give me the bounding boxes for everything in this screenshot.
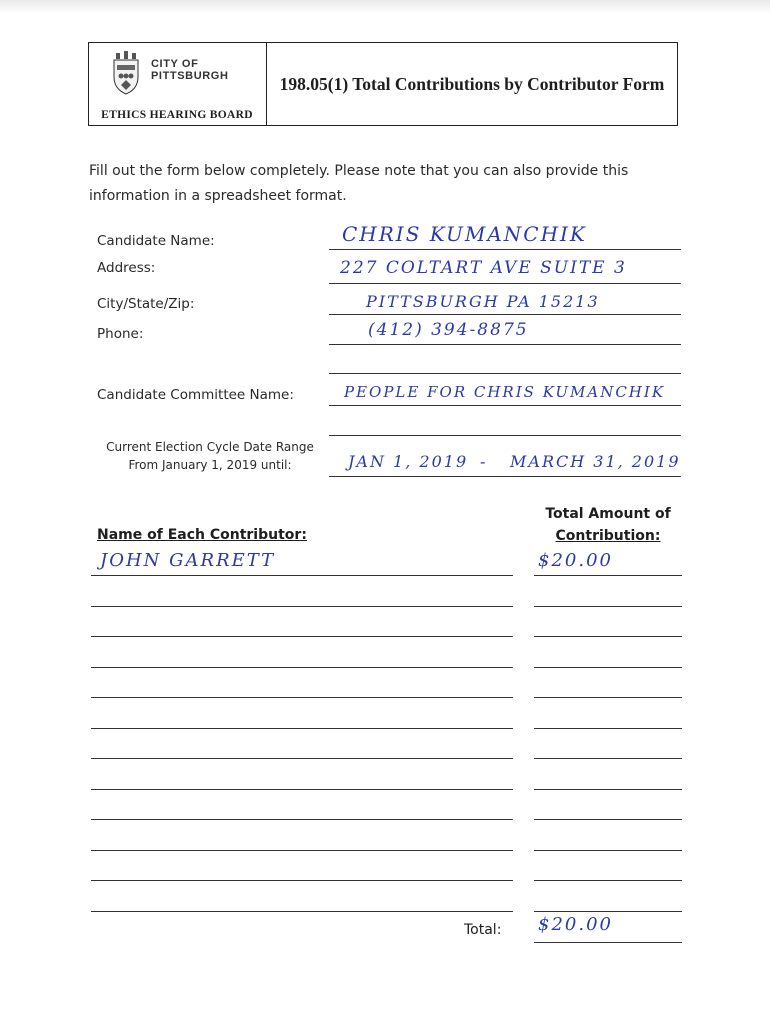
phone-label: Phone: — [97, 326, 144, 342]
contributor-name-line — [91, 850, 513, 851]
committee-name-label: Candidate Committee Name: — [97, 387, 294, 403]
contributor-name-line — [91, 697, 513, 698]
contributor-amount-line — [534, 880, 682, 881]
city-name — [151, 58, 229, 82]
city-state-zip-label: City/State/Zip: — [97, 296, 195, 312]
contributor-amount-line — [534, 819, 682, 820]
form-header — [88, 42, 678, 126]
cycle-label-line1: Current Election Cycle Date Range — [106, 440, 314, 454]
contributor-amount-line — [534, 728, 682, 729]
city-state-zip-field[interactable]: PITTSBURGH PA 15213 — [366, 292, 600, 311]
cycle-label-line2: From January 1, 2019 until: — [128, 458, 292, 472]
contributor-name-line — [91, 636, 513, 637]
cycle-start-field[interactable]: JAN 1, 2019 — [348, 452, 469, 471]
contributor-name-line — [91, 728, 513, 729]
contributor-name-line — [91, 758, 513, 759]
contributor-amount-line — [534, 789, 682, 790]
candidate-name-field[interactable]: CHRIS KUMANCHIK — [342, 222, 587, 246]
committee-spacer-line — [329, 373, 681, 374]
candidate-name-line — [329, 249, 681, 250]
contributor-name-line — [91, 880, 513, 881]
committee-name-line — [329, 405, 681, 406]
cycle-spacer-line — [329, 435, 681, 436]
city-name-line1: CITY OF — [151, 58, 199, 70]
committee-name-field[interactable]: PEOPLE FOR CHRIS KUMANCHIK — [344, 383, 666, 401]
contributor-name-line — [91, 606, 513, 607]
contributor-amount-line — [534, 575, 682, 576]
contributor-amount-field[interactable]: $20.00 — [538, 550, 613, 571]
scan-edge-shading — [0, 0, 770, 14]
form-title: 198.05(1) Total Contributions by Contributor Form — [279, 73, 665, 94]
cycle-dash: - — [480, 452, 488, 471]
city-state-zip-line — [329, 314, 681, 315]
contributor-name-line — [91, 819, 513, 820]
name-column-header: Name of Each Contributor: — [97, 527, 307, 543]
contributor-name-field[interactable]: JOHN GARRETT — [100, 550, 276, 571]
contributor-name-line — [91, 575, 513, 576]
city-seal-icon — [113, 51, 139, 95]
contributor-amount-line — [534, 667, 682, 668]
contributor-amount-line — [534, 697, 682, 698]
contributor-amount-line — [534, 850, 682, 851]
phone-line — [329, 344, 681, 345]
contributor-name-line — [91, 911, 513, 912]
phone-field[interactable]: (412) 394-8875 — [368, 320, 529, 340]
total-line — [534, 942, 682, 943]
amount-header-line1: Total Amount of — [545, 506, 671, 522]
amount-column-header — [536, 503, 680, 547]
city-logo-block — [89, 43, 267, 125]
total-value[interactable]: $20.00 — [538, 914, 613, 935]
address-field[interactable]: 227 COLTART AVE SUITE 3 — [340, 258, 627, 278]
contributor-amount-line — [534, 758, 682, 759]
cycle-end-field[interactable]: MARCH 31, 2019 — [510, 452, 681, 471]
board-name: ETHICS HEARING BOARD — [101, 109, 253, 121]
contributor-name-line — [91, 667, 513, 668]
contributor-amount-line — [534, 606, 682, 607]
form-instructions: Fill out the form below completely. Please note that you can also provide this information in a spreadsheet format. — [89, 163, 629, 204]
address-line — [329, 283, 681, 284]
contributor-amount-line — [534, 911, 682, 912]
cycle-line — [329, 476, 681, 477]
amount-header-line2: Contribution: — [555, 528, 661, 544]
contributor-amount-line — [534, 636, 682, 637]
city-name-line2: PITTSBURGH — [151, 70, 229, 82]
total-label: Total: — [464, 922, 502, 938]
contributor-name-line — [91, 789, 513, 790]
address-label: Address: — [97, 260, 156, 276]
candidate-name-label: Candidate Name: — [97, 233, 215, 249]
